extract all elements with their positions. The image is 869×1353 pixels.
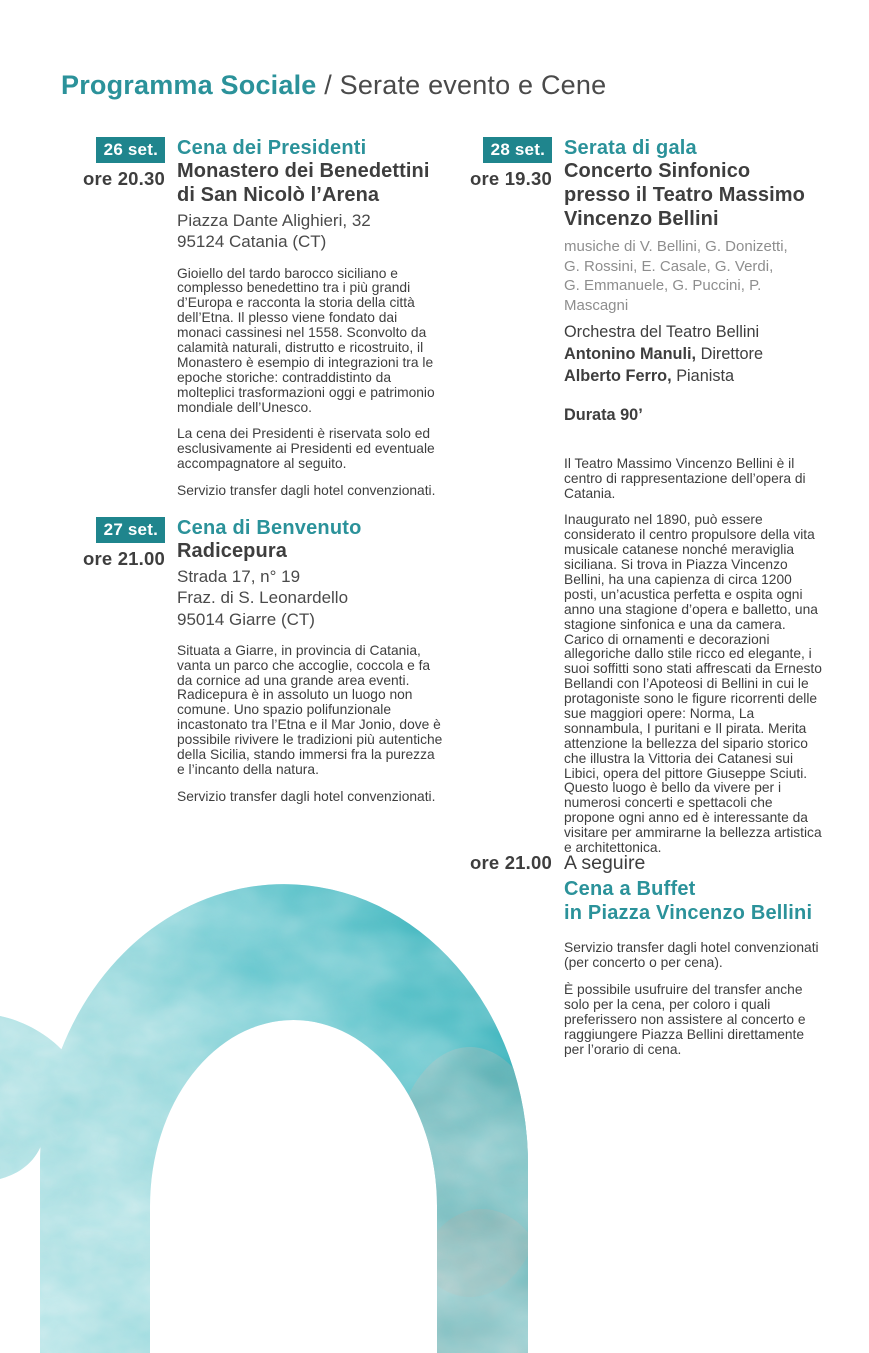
event-transfer-note: Servizio transfer dagli hotel convenzionati (per concerto o per cena). [564,940,819,971]
event-time: ore 21.00 [82,548,165,569]
event-description: Situata a Giarre, in provincia di Catania, vanta un parco che accoglie, coccola e fa da cornice ad una grande area eventi. Radicepura è in assoluto un luogo non comune. Uno spazio polifunzionale incastonato tra l’Etna e il Mar Jonio, dove è possibile rivivere le tradizioni più autentiche della Sicilia, stando immersi fra la purezza e l’incanto della natura. [177,642,443,777]
page-title-rest: Serate evento e Cene [339,70,607,101]
event-address [177,566,445,630]
credit-line [564,368,825,386]
event-title: Cena di Benvenuto [177,517,362,539]
credit-name: Antonino Manuli, [564,344,697,363]
event-title: Cena dei Presidenti [177,137,367,159]
page-title-separator: / [316,70,340,101]
event-note: La cena dei Presidenti è riservata solo ed esclusivamente ai Presidenti ed eventuale accompagnatore al seguito. [177,426,435,472]
date-badge: 27 set. [96,517,165,543]
event-address [177,210,445,253]
venue-line: Vincenzo Bellini [564,208,719,230]
venue-line: di San Nicolò l’Arena [177,184,380,206]
venue-line: Concerto Sinfonico [564,160,751,182]
event-time: ore 19.30 [469,168,552,189]
event-performers [564,324,825,386]
event-venue [177,159,445,207]
event-cena-a-buffet [448,852,825,1058]
address-line: Fraz. di S. Leonardello [177,588,349,608]
event-date-column [61,137,165,190]
music-line: G. Emmanuele, G. Puccini, P. Mascagni [564,277,762,314]
title-line: Cena a Buffet [564,878,696,901]
credit-line [564,346,825,364]
music-line: musiche di V. Bellini, G. Donizetti, [564,238,788,255]
event-venue [564,159,825,231]
event-description: Gioiello del tardo barocco siciliano e complesso benedettino tra i più grandi d’Europa e racconta la storia della città dell’Etna. Il plesso viene fondato dai monaci cassinesi nel 1558. Sconvolto da calamità naturali, distrutto e ricostruito, il Monastero è esempio di integrazioni tra le epoche storiche: contraddistinto da molteplici trasformazioni oggi e patrimonio mondiale dell’Unesco. [177,265,435,415]
event-date-column [448,852,552,874]
date-badge: 26 set. [96,137,165,163]
event-pre-title: A seguire [564,852,646,874]
address-line: 95014 Giarre (CT) [177,609,315,629]
address-line: Strada 17, n° 19 [177,567,301,586]
event-cena-dei-presidenti [61,137,445,499]
title-line: in Piazza Vincenzo Bellini [564,902,813,925]
event-description: Il Teatro Massimo Vincenzo Bellini è il centro di rappresentazione dell’opera di Catania. [564,455,806,501]
page-title-accent: Programma Sociale [61,70,317,101]
address-line: 95124 Catania (CT) [177,232,327,252]
venue-line: presso il Teatro Massimo [564,184,805,206]
credit-role: Direttore [700,344,763,363]
date-badge: 28 set. [483,137,552,163]
event-description: Inaugurato nel 1890, può essere considerato il centro propulsore della vita musicale catanese nonché meraviglia siciliana. Si trova in Piazza Vincenzo Bellini, ha una capienza di circa 1200 posti, un’acustica perfetta e ospita ogni anno una stagione d’opera e balletto, una stagione sinfonica e una da camera. Carico di ornamenti e decorazioni allegoriche dallo stile ricco ed elegante, i suoi soffitti sono stati affrescati da Ernesto Bellandi con l’Apoteosi di Bellini in cui le protagoniste sono le figure ricorrenti delle sue maggiori opere: Norma, La sonnambula, I puritani e Il pirata. Merita attenzione la bellezza del sipario storico che illustra la Vittoria dei Catanesi sui Libici, opera del pittore Giuseppe Sciuti. Questo luogo è bello da vivere per i numerosi concerti e spettacoli che propone ogni anno ed è interessante da visitare per ammirarne la bellezza artistica e architettonica. [564,512,822,856]
event-venue [177,539,445,563]
event-time: ore 20.30 [82,168,165,189]
event-title: Serata di gala [564,137,697,159]
event-cena-di-benvenuto [61,517,445,805]
event-content [564,137,825,856]
event-music-program [564,237,825,315]
event-title [564,877,825,925]
event-serata-di-gala [448,137,825,856]
credit-role: Pianista [676,366,735,385]
event-transfer-note: Servizio transfer dagli hotel convenzionati. [177,483,436,499]
event-note: È possibile usufruire del transfer anche solo per la cena, per coloro i quali preferissero non assistere al concerto e raggiungere Piazza Bellini direttamente per l’orario di cena. [564,982,806,1057]
event-content [177,517,445,805]
music-line: G. Rossini, E. Casale, G. Verdi, [564,257,774,275]
event-content [177,137,445,499]
event-date-column [61,517,165,570]
venue-line: Radicepura [177,540,287,562]
event-transfer-note: Servizio transfer dagli hotel convenzionati. [177,788,436,804]
event-content [564,852,825,1058]
event-duration: Durata 90’ [564,405,643,424]
credit-name: Alberto Ferro, [564,366,672,385]
page-title [61,70,606,101]
address-line: Piazza Dante Alighieri, 32 [177,211,371,230]
event-time: ore 21.00 [469,852,552,873]
venue-line: Monastero dei Benedettini [177,160,430,182]
event-date-column [448,137,552,190]
orchestra-name: Orchestra del Teatro Bellini [564,323,760,341]
